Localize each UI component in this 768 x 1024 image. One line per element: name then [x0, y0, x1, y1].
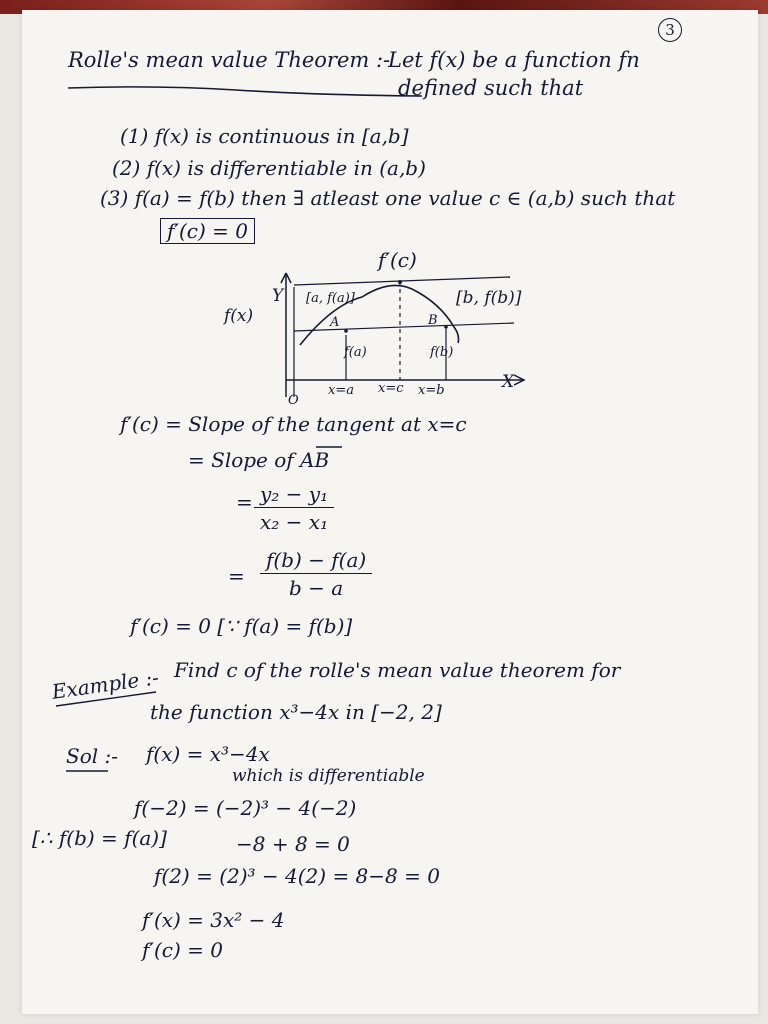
diagram-point-b: B — [428, 313, 438, 328]
title-underline — [66, 82, 426, 100]
example-label-underline — [54, 686, 164, 710]
page-number: 3 — [658, 18, 682, 42]
diagram-point-b-coord: [b, f(b)] — [456, 288, 522, 308]
theorem-intro-2: defined such that — [398, 76, 584, 100]
solution-step-4: −8 + 8 = 0 — [236, 832, 350, 856]
fraction-2-numerator: f(b) − f(a) — [260, 550, 372, 574]
derivation-line-2: = Slope of AB — [188, 448, 330, 472]
diagram-fb-label: f(b) — [430, 345, 454, 360]
diagram-point-a: A — [330, 315, 340, 330]
diagram-fa-label: f(a) — [344, 345, 367, 360]
boxed-result: f′(c) = 0 — [160, 218, 255, 244]
diagram-top-label: f′(c) — [378, 248, 417, 272]
derivation-line-1: f′(c) = Slope of the tangent at x=c — [120, 412, 467, 436]
solution-label-underline — [64, 768, 114, 774]
fraction-slope-coords — [254, 484, 334, 532]
fraction-slope-function — [260, 550, 372, 598]
diagram-x-a: x=a — [328, 383, 354, 398]
condition-1: (1) f(x) is continuous in [a,b] — [120, 124, 409, 148]
diagram-x-c: x=c — [378, 381, 404, 396]
diagram-x-axis-label: X — [502, 372, 515, 392]
diagram-left-axis-label: f(x) — [224, 306, 254, 326]
solution-step-1: f(x) = x³−4x — [146, 742, 270, 766]
diagram-origin: O — [288, 393, 299, 408]
example-line-2: the function x³−4x in [−2, 2] — [150, 700, 442, 724]
ab-overline — [314, 444, 344, 450]
solution-step-7: f′(c) = 0 — [142, 938, 223, 962]
fraction-1-denominator: x₂ − x₁ — [260, 510, 329, 534]
notebook-page — [22, 10, 758, 1014]
diagram-point-a-coord: [a, f(a)] — [306, 291, 355, 306]
example-label: Example :- — [50, 665, 161, 704]
diagram-y-axis-label: Y — [272, 286, 284, 306]
solution-label: Sol :- — [66, 744, 118, 768]
condition-3: (3) f(a) = f(b) then ∃ atleast one value c ∈ (a,b) such that — [100, 186, 676, 210]
solution-step-6: f′(x) = 3x² − 4 — [142, 908, 285, 932]
fraction-2-denominator: b − a — [289, 576, 344, 600]
theorem-intro-1: Let f(x) be a function fn — [388, 48, 640, 72]
solution-step-3: f(−2) = (−2)³ − 4(−2) — [134, 796, 357, 820]
fraction-1-numerator: y₂ − y₁ — [254, 484, 334, 508]
diagram-x-b: x=b — [418, 383, 445, 398]
condition-2: (2) f(x) is differentiable in (a,b) — [112, 156, 426, 180]
theorem-title: Rolle's mean value Theorem :- — [68, 48, 391, 72]
solution-step-2: which is differentiable — [232, 766, 425, 786]
equals-2: = — [228, 564, 245, 588]
derivation-conclusion: f′(c) = 0 [∵ f(a) = f(b)] — [130, 614, 353, 638]
solution-step-5: f(2) = (2)³ − 4(2) = 8−8 = 0 — [154, 864, 440, 888]
example-line-1: Find c of the rolle's mean value theorem for — [174, 658, 621, 682]
equals-1: = — [236, 490, 253, 514]
solution-side-note: [∴ f(b) = f(a)] — [32, 826, 167, 850]
